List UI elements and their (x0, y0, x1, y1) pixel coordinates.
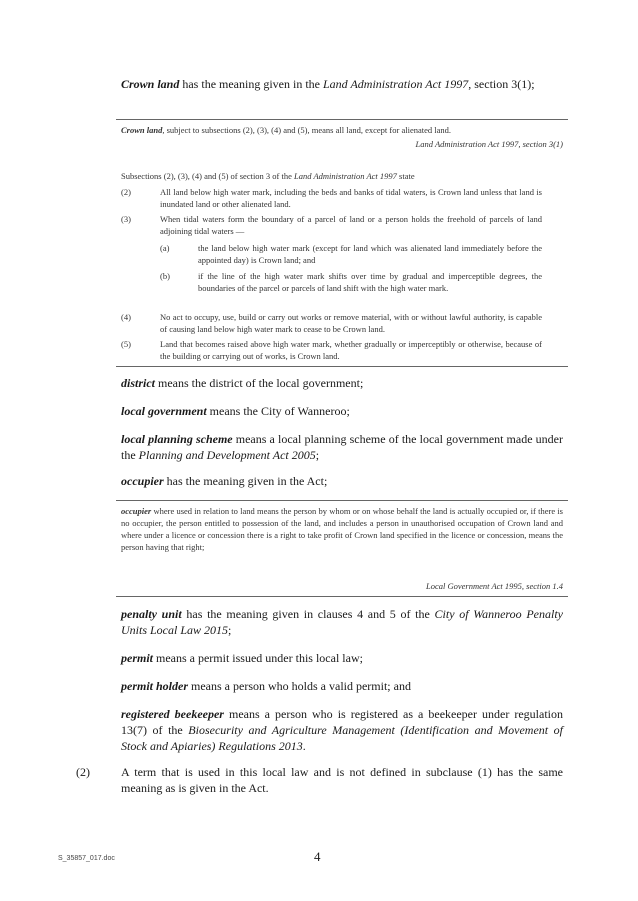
paragraph-letter: (a) (160, 243, 170, 253)
subsection-number: (4) (121, 312, 131, 322)
subsection-number: (2) (121, 187, 131, 197)
definition-local-planning-scheme: local planning scheme means a local planning scheme of the local government made under the Planning and Development Act 2005; (121, 432, 563, 462)
note-bottom-rule (116, 596, 568, 597)
page-number: 4 (314, 849, 321, 864)
subclause-text: A term that is used in this local law and is not defined in subclause (1) has the same meaning as is given in the Act. (121, 765, 563, 795)
definition-permit-holder: permit holder means a person who holds a valid permit; and (121, 679, 411, 693)
subclause-number: (2) (76, 765, 90, 779)
note-top-rule (116, 119, 568, 120)
paragraph-text: if the line of the high water mark shifts over time by gradual and imperceptible degrees, the boundaries of the parcel or parcels of land shift with the high water mark. (198, 271, 542, 293)
definition-permit: permit means a permit issued under this local law; (121, 651, 363, 665)
subsection-number: (3) (121, 214, 131, 224)
note-crown-land-text: Crown land, subject to subsections (2), (3), (4) and (5), means all land, except for alienated land. (121, 125, 452, 135)
note-subsections-intro: Subsections (2), (3), (4) and (5) of section 3 of the Land Administration Act 1997 state (121, 171, 415, 181)
subsection-text: Land that becomes raised above high water mark, whether gradually or imperceptibly or otherwise, because of the building or carrying out of works, is Crown land. (160, 339, 542, 361)
definition-occupier: occupier has the meaning given in the Act; (121, 474, 328, 488)
definition-penalty-unit: penalty unit has the meaning given in clauses 4 and 5 of the City of Wanneroo Penalty Units Local Law 2015; (121, 607, 563, 637)
note-top-rule (116, 500, 568, 501)
note-crown-land-citation: Land Administration Act 1997, section 3(1) (415, 139, 563, 149)
definition-registered-beekeeper: registered beekeeper means a person who is registered as a beekeeper under regulation 13(7) of the Biosecurity and Agriculture Management (Identification and Movement of Stock and Apiaries) Regulations 2013. (121, 707, 564, 753)
term: Crown land (121, 77, 180, 91)
subsection-number: (5) (121, 339, 131, 349)
document-reference: S_35857_017.doc (58, 855, 115, 862)
note-occupier-citation: Local Government Act 1995, section 1.4 (425, 581, 563, 591)
paragraph-text: the land below high water mark (except for land which was alienated land immediately before the appointed day) is Crown land; and (198, 243, 542, 265)
note-occupier-text: occupier where used in relation to land means the person by whom or on whose behalf the land is actually occupied or, if there is no occupier, the person entitled to possession of the land, and includes a person in unauthorised occupation of Crown land and where under a licence or concession there is a right to take profit of Crown land specified in the licence or concession, means the person having that right; (121, 506, 563, 552)
subsection-text: When tidal waters form the boundary of a parcel of land or a person holds the freehold of parcels of land adjoining tidal waters — (160, 214, 542, 236)
definition-district: district means the district of the local government; (121, 376, 364, 390)
subsection-text: All land below high water mark, including the beds and banks of tidal waters, is Crown land unless that land is inundated land or other alienated land. (160, 187, 542, 209)
subsection-text: No act to occupy, use, build or carry out works or remove material, with or without lawful authority, is capable of causing land below high water mark to cease to be Crown land. (160, 312, 542, 334)
definition-local-government: local government means the City of Wanneroo; (121, 404, 350, 418)
paragraph-letter: (b) (160, 271, 170, 281)
definition-crown-land: Crown land has the meaning given in the Land Administration Act 1997, section 3(1); (121, 77, 535, 91)
note-bottom-rule (116, 366, 568, 367)
